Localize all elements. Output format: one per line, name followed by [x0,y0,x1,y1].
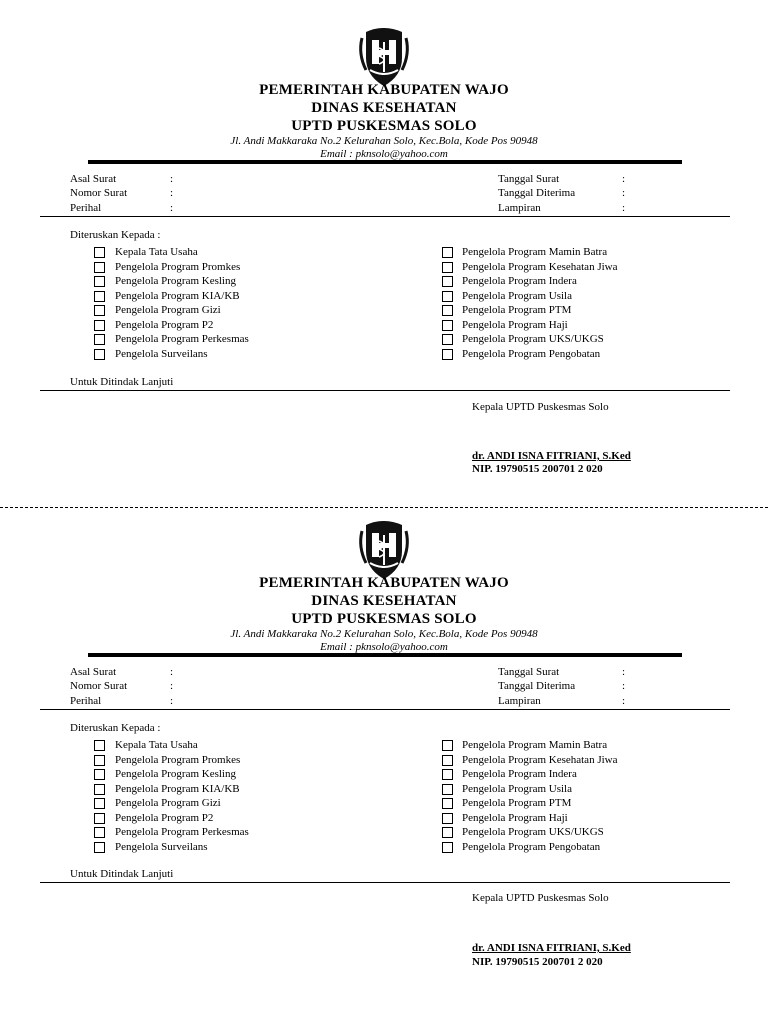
signatory-name: dr. ANDI ISNA FITRIANI, S.Ked [472,450,631,462]
recipient-label: Pengelola Program P2 [115,319,214,331]
recipient-label: Pengelola Program Mamin Batra [462,739,608,751]
recipient-label: Pengelola Program Perkesmas [115,826,249,838]
kabupaten-wajo-crest-icon [356,24,412,88]
field-label-asal-surat: Asal Surat [70,173,117,185]
checkbox-kepala-tata-usaha[interactable] [94,247,105,258]
field-colon: : [170,202,174,214]
checkbox-p2[interactable] [94,813,105,824]
checkbox-uks-ukgs[interactable] [442,334,453,345]
checkbox-perkesmas[interactable] [94,334,105,345]
fields-divider [40,216,730,217]
header-agency: DINAS KESEHATAN [311,100,457,116]
field-colon: : [622,695,626,707]
forward-label: Diteruskan Kepada : [70,229,161,241]
recipient-label: Pengelola Program Pengobatan [462,841,601,853]
recipient-label: Pengelola Program Kesehatan Jiwa [462,754,618,766]
checkbox-haji[interactable] [442,320,453,331]
recipient-label: Pengelola Surveilans [115,841,208,853]
signatory-title: Kepala UPTD Puskesmas Solo [472,401,609,413]
checkbox-kesling[interactable] [94,769,105,780]
forward-label: Diteruskan Kepada : [70,722,161,734]
recipient-label: Pengelola Program Indera [462,768,577,780]
field-colon: : [170,680,174,692]
checkbox-gizi[interactable] [94,305,105,316]
field-colon: : [622,680,626,692]
field-colon: : [170,173,174,185]
signatory-nip: NIP. 19790515 200701 2 020 [472,956,603,968]
header-unit: UPTD PUSKESMAS SOLO [291,118,477,134]
recipient-label: Pengelola Program Perkesmas [115,333,249,345]
field-colon: : [622,666,626,678]
header-divider [88,653,682,657]
header-email: Email : pknsolo@yahoo.com [320,641,448,653]
recipient-label: Pengelola Program Usila [462,783,572,795]
recipient-label: Pengelola Program Gizi [115,797,221,809]
recipient-label: Pengelola Program Mamin Batra [462,246,608,258]
checkbox-mamin-batra[interactable] [442,247,453,258]
recipient-label: Pengelola Program Haji [462,812,568,824]
recipient-label: Pengelola Program KIA/KB [115,783,240,795]
checkbox-haji[interactable] [442,813,453,824]
recipient-label: Pengelola Program PTM [462,304,572,316]
header-government: PEMERINTAH KABUPATEN WAJO [259,82,509,98]
checkbox-mamin-batra[interactable] [442,740,453,751]
checkbox-usila[interactable] [442,784,453,795]
recipient-label: Pengelola Program UKS/UKGS [462,826,604,838]
header-unit: UPTD PUSKESMAS SOLO [291,611,477,627]
recipient-label: Pengelola Program Usila [462,290,572,302]
checkbox-ptm[interactable] [442,798,453,809]
field-colon: : [170,666,174,678]
recipient-label: Kepala Tata Usaha [115,246,198,258]
header-address: Jl. Andi Makkaraka No.2 Kelurahan Solo, Kec.Bola, Kode Pos 90948 [230,135,538,147]
recipient-label: Kepala Tata Usaha [115,739,198,751]
recipient-label: Pengelola Program Haji [462,319,568,331]
field-label-lampiran: Lampiran [498,202,541,214]
header-divider [88,160,682,164]
disposition-form-top [0,0,768,500]
checkbox-promkes[interactable] [94,262,105,273]
checkbox-usila[interactable] [442,291,453,302]
checkbox-surveilans[interactable] [94,842,105,853]
follow-up-divider [40,390,730,391]
signatory-nip: NIP. 19790515 200701 2 020 [472,463,603,475]
checkbox-p2[interactable] [94,320,105,331]
recipient-label: Pengelola Program PTM [462,797,572,809]
checkbox-kesehatan-jiwa[interactable] [442,755,453,766]
checkbox-kesling[interactable] [94,276,105,287]
recipient-label: Pengelola Program KIA/KB [115,290,240,302]
follow-up-divider [40,882,730,883]
checkbox-indera[interactable] [442,276,453,287]
recipient-label: Pengelola Program Kesling [115,768,236,780]
field-label-tanggal-surat: Tanggal Surat [498,666,560,678]
field-colon: : [622,173,626,185]
kabupaten-wajo-crest-icon [356,517,412,581]
field-label-nomor-surat: Nomor Surat [70,680,128,692]
recipient-label: Pengelola Program Promkes [115,261,241,273]
recipient-label: Pengelola Program Kesling [115,275,236,287]
recipient-label: Pengelola Program UKS/UKGS [462,333,604,345]
field-label-nomor-surat: Nomor Surat [70,187,128,199]
field-label-tanggal-diterima: Tanggal Diterima [498,680,576,692]
recipient-label: Pengelola Program Pengobatan [462,348,601,360]
header-email: Email : pknsolo@yahoo.com [320,148,448,160]
checkbox-promkes[interactable] [94,755,105,766]
header-agency: DINAS KESEHATAN [311,593,457,609]
checkbox-gizi[interactable] [94,798,105,809]
signatory-title: Kepala UPTD Puskesmas Solo [472,892,609,904]
follow-up-label: Untuk Ditindak Lanjuti [70,868,174,880]
checkbox-kepala-tata-usaha[interactable] [94,740,105,751]
follow-up-label: Untuk Ditindak Lanjuti [70,376,174,388]
field-label-lampiran: Lampiran [498,695,541,707]
checkbox-perkesmas[interactable] [94,827,105,838]
field-label-tanggal-surat: Tanggal Surat [498,173,560,185]
checkbox-pengobatan[interactable] [442,842,453,853]
recipient-label: Pengelola Program P2 [115,812,214,824]
checkbox-indera[interactable] [442,769,453,780]
signatory-name: dr. ANDI ISNA FITRIANI, S.Ked [472,942,631,954]
recipient-label: Pengelola Program Promkes [115,754,241,766]
field-label-perihal: Perihal [70,695,102,707]
disposition-form-bottom [0,493,768,993]
checkbox-kesehatan-jiwa[interactable] [442,262,453,273]
recipient-label: Pengelola Program Indera [462,275,577,287]
field-label-perihal: Perihal [70,202,102,214]
checkbox-pengobatan[interactable] [442,349,453,360]
field-label-tanggal-diterima: Tanggal Diterima [498,187,576,199]
field-label-asal-surat: Asal Surat [70,666,117,678]
header-government: PEMERINTAH KABUPATEN WAJO [259,575,509,591]
field-colon: : [170,695,174,707]
checkbox-kia-kb[interactable] [94,291,105,302]
field-colon: : [622,187,626,199]
checkbox-surveilans[interactable] [94,349,105,360]
field-colon: : [622,202,626,214]
checkbox-kia-kb[interactable] [94,784,105,795]
field-colon: : [170,187,174,199]
header-address: Jl. Andi Makkaraka No.2 Kelurahan Solo, Kec.Bola, Kode Pos 90948 [230,628,538,640]
checkbox-ptm[interactable] [442,305,453,316]
recipient-label: Pengelola Program Kesehatan Jiwa [462,261,618,273]
recipient-label: Pengelola Program Gizi [115,304,221,316]
checkbox-uks-ukgs[interactable] [442,827,453,838]
recipient-label: Pengelola Surveilans [115,348,208,360]
fields-divider [40,709,730,710]
